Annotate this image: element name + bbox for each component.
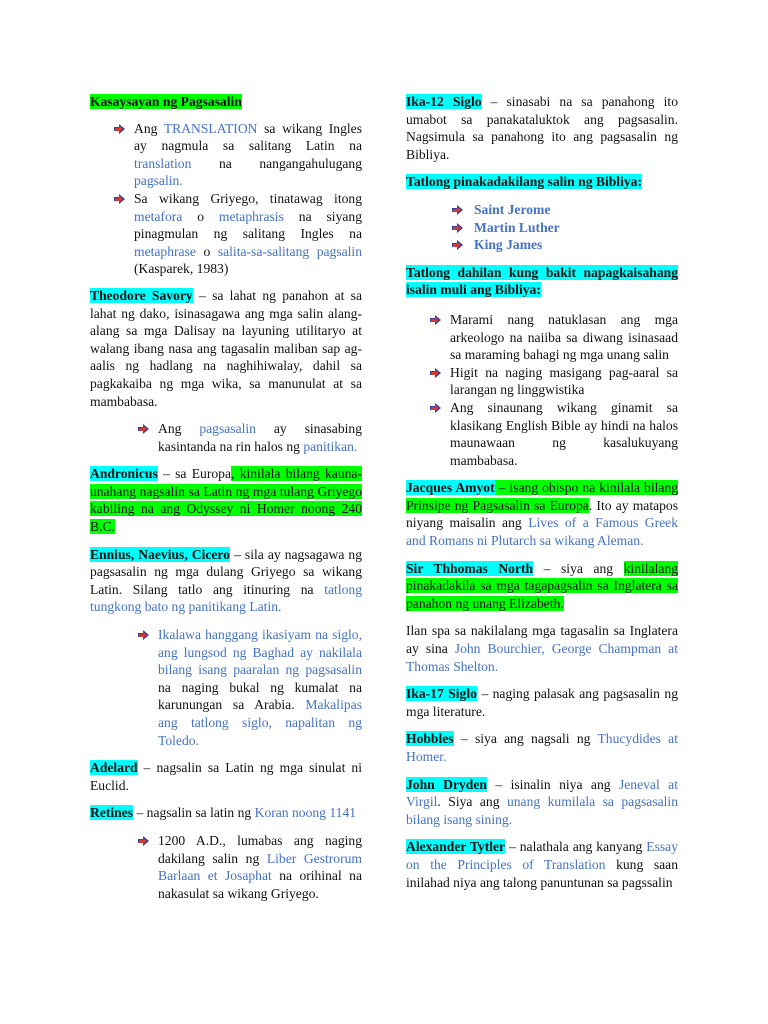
heading-highlight: Tatlong dahilan kung bakit napagkaisahang isalin muli ang Bibliya: <box>406 264 678 298</box>
ilan-paragraph <box>406 622 678 675</box>
name-highlight: Hobbles <box>406 731 454 747</box>
text: ay sinasabing kasintanda na rin halos ng <box>158 421 362 454</box>
text: na nangangahulugang <box>191 155 362 171</box>
title-text: Kasaysayan ng Pagsasalin <box>90 94 242 109</box>
text: Marami nang natuklasan ang mga arkeologo na naiiba sa diwang isinasaad sa maraming bahagi ng mga unang salin <box>450 311 678 363</box>
ika12-paragraph <box>406 93 678 163</box>
name-highlight: Ika-12 Siglo <box>406 94 482 109</box>
reasons-list <box>450 311 678 469</box>
text: metaphrasis <box>218 208 284 224</box>
list-item <box>474 236 678 254</box>
text: pagsalin. <box>134 173 183 189</box>
hobbles-paragraph <box>406 730 678 765</box>
name-highlight: Ika-17 Siglo <box>406 686 477 702</box>
text: Essay on the Principles of Translation <box>406 839 678 872</box>
text: . Siya ang <box>437 794 507 810</box>
bible-list <box>474 201 678 254</box>
arrow-bullet-icon <box>430 314 442 326</box>
page-title <box>90 93 362 111</box>
amyot-paragraph <box>406 479 678 549</box>
text: – sinasabi na sa panahong ito umabot sa panakataluktok ang pagsasalin. Nagsimula sa panahong ito ang pagsasalin ng Bibliya. <box>406 94 678 162</box>
list-item <box>134 190 362 278</box>
baghad-bullet <box>158 626 362 749</box>
text: – siya ang nagsali ng <box>453 731 598 747</box>
text: kung saan inilahad niya ang talong panuntunan sa pagssalin <box>406 856 679 890</box>
text: – sila ay nagsagawa ng pagsasalin ng mga dulang Griyego sa wikang Latin. Silang tatlo ang itinuring na <box>90 546 362 597</box>
text: TRANSLATION <box>163 120 258 136</box>
list-item <box>158 832 362 902</box>
text: – sa lahat ng panahon at sa lahat ng dako, isinasagawa ang mga salin alang-alang sa mga Dalisay na layuning utilitaryo at walang ibang nasa ang tagasalin maliban sap ag-aalis ng hadlang na naghihiwalay, dahil sa pagkakaiba ng mga wika, sa manunulat at sa mambabasa. <box>90 287 362 409</box>
text: . Ito ay matapos niyang maisalin ang <box>406 497 679 531</box>
ennius-paragraph <box>90 546 362 616</box>
list-item <box>158 420 362 455</box>
text: – nagsalin sa latin ng <box>133 805 255 821</box>
text: Ang <box>134 120 164 136</box>
text: – isinalin niya ang <box>486 776 619 792</box>
retines-paragraph <box>90 804 362 822</box>
liber-bullet <box>158 832 362 902</box>
text: Higit na naging masigang pag-aaral sa larangan ng linggwistika <box>450 364 678 398</box>
text: o <box>195 243 218 259</box>
text: Ikalawa hanggang ikasiyam na siglo, ang lungsod ng Baghad ay nakilala bilang isang paaralan ng pagsasalin <box>158 627 362 678</box>
name-highlight: Andronicus <box>90 466 158 482</box>
list-item <box>474 219 678 237</box>
text: Ang <box>158 421 200 437</box>
pagsasalin-bullet <box>158 420 362 455</box>
text: Martin Luther <box>474 219 560 235</box>
text: panitikan. <box>303 438 358 454</box>
arrow-bullet-icon <box>452 204 464 216</box>
list-item <box>450 311 678 364</box>
text: Lives of a Famous Greek and Romans ni Plutarch sa wikang Aleman. <box>406 515 678 549</box>
arrow-bullet-icon <box>452 239 464 251</box>
arrow-bullet-icon <box>138 835 150 847</box>
text: Jeneval at Virgil <box>406 776 678 810</box>
name-highlight: Ennius, Naevius, Cicero <box>90 546 231 562</box>
text: Koran noong 1141 <box>254 805 357 821</box>
green-highlight: kinilalang pinakadakila sa mga tagapagsalin sa Inglatera sa panahon ng unang Elizabeth. <box>406 560 678 611</box>
andronicus-paragraph <box>90 465 362 535</box>
text: 1200 A.D., lumabas ang naging dakilang salin ng <box>158 832 362 866</box>
arrow-bullet-icon <box>430 367 442 379</box>
text: – nalathala ang kanyang <box>505 839 647 855</box>
text: tatlong tungkong bato ng panitikang Latin. <box>90 581 362 615</box>
name-highlight: Sir Thhomas North <box>406 560 534 576</box>
arrow-bullet-icon <box>114 123 126 135</box>
name-highlight: Theodore Savory <box>90 287 193 303</box>
north-paragraph <box>406 560 678 613</box>
text: – nagsalin sa Latin ng mga sinulat ni Euclid. <box>90 760 362 793</box>
name-highlight: John Dryden <box>406 776 487 792</box>
text: Thucydides at Homer. <box>406 731 678 764</box>
list-item <box>450 364 678 399</box>
name-highlight: Adelard <box>90 760 138 776</box>
text: translation <box>134 155 192 171</box>
adelard-paragraph <box>90 759 362 794</box>
text: pagsasalin <box>199 421 256 437</box>
text: o <box>182 208 219 224</box>
savory-paragraph <box>90 287 362 410</box>
text: King James <box>474 237 543 253</box>
text: unang kumilala sa pagsasalin bilang isang sining. <box>406 794 678 827</box>
text: Ang sinaunang wikang ginamit sa klasikang English Bible ay hindi na halos maunawaan ng kasalukuyang mambabasa. <box>450 399 678 468</box>
text: salita-sa-salitang pagsalin <box>217 243 363 259</box>
text: Makalipas ang tatlong siglo, napalitan ng Toledo. <box>158 697 362 748</box>
tytler-paragraph <box>406 838 678 891</box>
text: Ilan spa sa nakilalang mga tagasalin sa Inglatera ay sina <box>406 623 678 657</box>
text: sa wikang Ingles ay nagmula sa salitang Latin na <box>134 120 362 154</box>
dryden-paragraph <box>406 776 678 829</box>
list-item <box>474 201 678 219</box>
text: – siya ang <box>533 560 624 576</box>
text: Liber Gestrorum Barlaan et Josaphat <box>158 850 362 884</box>
list-item <box>134 120 362 190</box>
arrow-bullet-icon <box>138 629 150 641</box>
text: – sa Europa <box>157 466 231 482</box>
text: – naging palasak ang pagsasalin ng mga literature. <box>406 686 678 719</box>
text: metafora <box>134 208 183 224</box>
text: na naging bukal ng kumalat na karunungan sa Arabia. <box>158 679 362 713</box>
reasons-heading <box>406 264 678 299</box>
text: na siyang pinagmulan ng salitang Ingles na <box>134 208 362 242</box>
text: Sa wikang Griyego, tinatawag itong <box>134 190 362 206</box>
arrow-bullet-icon <box>114 193 126 205</box>
name-highlight: Jacques Amyot <box>406 480 495 496</box>
list-item <box>158 626 362 749</box>
heading-highlight: Tatlong pinakadakilang salin ng Bibliya: <box>406 174 642 190</box>
green-highlight: , kinilala bilang kauna-unahang nagsalin sa Latin ng mga tulang Griyego kabiling na ang Odyssey ni Homer noong 240 B.C. <box>90 466 362 535</box>
name-highlight: Alexander Tytler <box>406 839 506 855</box>
green-highlight: – isang obispo na kinilala bilang Prinsipe ng Pagsasalin sa Europa <box>406 480 679 513</box>
text: (Kasparek, 1983) <box>134 261 229 277</box>
right-column <box>406 93 678 901</box>
bible-heading <box>406 173 678 191</box>
name-highlight: Retines <box>90 805 134 821</box>
arrow-bullet-icon <box>138 423 150 435</box>
text: John Bourchier, George Champman at Thomas Shelton. <box>406 641 678 674</box>
translation-bullets <box>134 120 362 278</box>
left-column <box>90 93 362 912</box>
arrow-bullet-icon <box>430 402 442 414</box>
arrow-bullet-icon <box>452 222 464 234</box>
text: metaphrase <box>134 243 196 259</box>
text: na orihinal na nakasulat sa wikang Griyego. <box>158 868 362 901</box>
ika17-paragraph <box>406 685 678 720</box>
list-item <box>450 399 678 469</box>
text: Saint Jerome <box>474 201 551 217</box>
